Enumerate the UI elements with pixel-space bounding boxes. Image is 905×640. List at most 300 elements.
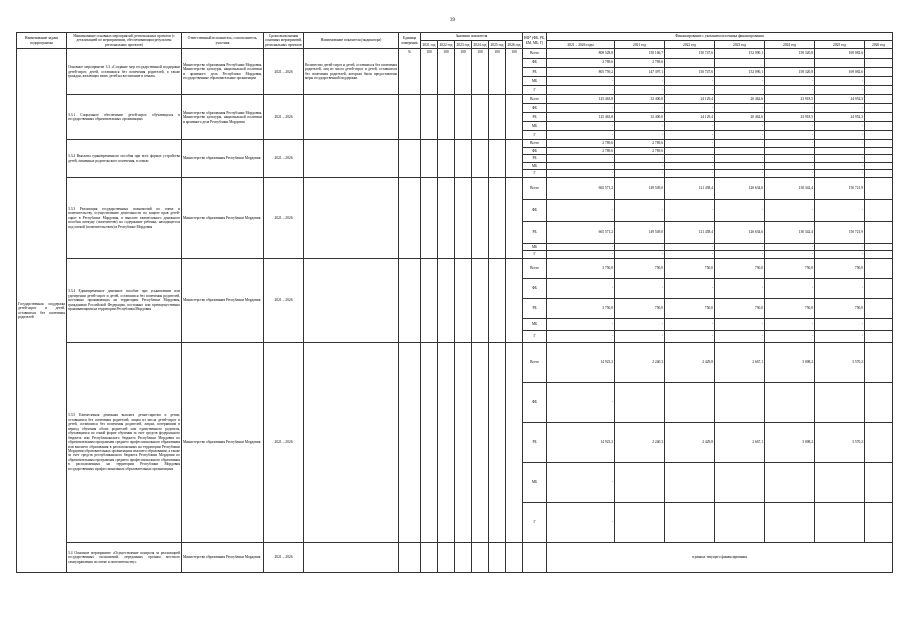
amount-cell: 126 634,6 <box>715 221 765 243</box>
empty-cell <box>865 155 893 162</box>
th-year: 2026 год <box>506 41 523 49</box>
amount-cell: 2 769,6 <box>615 140 665 147</box>
amount-cell: 121 458,4 <box>665 221 715 243</box>
amount-cell <box>665 382 715 422</box>
empty-cell <box>304 177 399 258</box>
empty-cell <box>421 258 438 342</box>
amount-cell: - <box>815 86 865 95</box>
term-cell: 2021 – 2026 <box>264 342 304 542</box>
amount-cell: 2 769,6 <box>547 58 615 67</box>
empty-cell <box>506 95 523 140</box>
amount-cell: - <box>765 86 815 95</box>
empty-cell <box>865 131 893 140</box>
empty-cell <box>865 422 893 462</box>
source-cell: Всего <box>523 95 547 104</box>
amount-cell: 2 429,8 <box>665 422 715 462</box>
empty-cell <box>455 542 472 572</box>
amount-cell: 3 570,2 <box>815 342 865 382</box>
amount-cell: 805 759,2 <box>547 67 615 76</box>
th-year: 2023 год <box>455 41 472 49</box>
th-unit: Единица измерения <box>399 33 421 49</box>
amount-cell: - <box>547 382 615 422</box>
empty-cell <box>472 342 489 542</box>
amount-cell <box>815 58 865 67</box>
th-term: Сроки выполнения основных мероприятий, региональных проектов <box>265 34 303 47</box>
empty-cell <box>438 342 455 542</box>
amount-cell: - <box>665 122 715 131</box>
empty-cell <box>865 258 893 278</box>
source-cell: Всего <box>523 177 547 199</box>
value-cell: 100 <box>438 49 455 95</box>
source-cell: Г <box>523 86 547 95</box>
amount-cell: 750,0 <box>665 298 715 318</box>
amount-cell <box>615 382 665 422</box>
amount-cell <box>715 502 765 542</box>
executor-cell: Министерство образования Республики Мордовия <box>182 542 264 572</box>
amount-cell: - <box>665 77 715 86</box>
amount-cell <box>765 382 815 422</box>
amount-cell: - <box>547 462 615 502</box>
source-cell: РБ <box>523 221 547 243</box>
amount-cell: - <box>665 318 715 330</box>
amount-cell: 665 571,2 <box>547 177 615 199</box>
amount-cell: - <box>615 243 665 250</box>
amount-cell: - <box>615 122 665 131</box>
amount-cell: - <box>765 278 815 298</box>
empty-cell <box>489 177 506 258</box>
amount-cell: - <box>815 131 865 140</box>
amount-cell: 24 952,3 <box>815 113 865 122</box>
empty-cell <box>865 147 893 154</box>
empty-cell <box>438 140 455 177</box>
amount-cell: 32 400,0 <box>615 113 665 122</box>
empty-cell <box>455 140 472 177</box>
executor-cell: Министерство образования Республики Мордовия <box>182 140 264 177</box>
amount-cell: - <box>715 199 765 221</box>
amount-cell: - <box>547 243 615 250</box>
empty-cell <box>865 49 893 58</box>
amount-cell: - <box>715 243 765 250</box>
amount-cell: - <box>815 330 865 342</box>
amount-cell: 150 721,9 <box>815 177 865 199</box>
source-cell: МБ <box>523 462 547 502</box>
executor-cell: Министерство образования Республики Мордовия <box>182 342 264 542</box>
th-fin-year: 2025 год <box>815 41 865 49</box>
amount-cell: - <box>615 330 665 342</box>
source-cell: Всего <box>523 49 547 58</box>
term-cell: 2021 – 2026 <box>264 542 304 572</box>
amount-cell: - <box>665 86 715 95</box>
empty-cell <box>304 542 399 572</box>
table-row <box>17 177 893 199</box>
amount-cell <box>665 58 715 67</box>
amount-cell: - <box>615 251 665 258</box>
amount-cell: 23 918,5 <box>765 95 815 104</box>
amount-cell: 3 008,2 <box>765 342 815 382</box>
source-cell: ФБ <box>523 58 547 67</box>
amount-cell: - <box>815 122 865 131</box>
amount-cell: 150 747,6 <box>665 67 715 76</box>
amount-cell: 3 750,0 <box>547 258 615 278</box>
empty-cell <box>421 95 438 140</box>
amount-cell: - <box>715 251 765 258</box>
empty-cell <box>865 243 893 250</box>
amount-cell <box>715 462 765 502</box>
amount-cell: - <box>715 318 765 330</box>
th-year: 2024 год <box>472 41 489 49</box>
amount-cell: 150 721,9 <box>815 221 865 243</box>
source-cell: Г <box>523 502 547 542</box>
amount-cell: - <box>765 77 815 86</box>
amount-cell: - <box>815 162 865 169</box>
source-cell: РБ <box>523 422 547 462</box>
table-row <box>17 95 893 104</box>
th-nsi: НФ* (ФБ, РБ, БМ, МБ, Г) <box>523 33 547 49</box>
amount-cell: 169 082,6 <box>815 67 865 76</box>
source-cell: РБ <box>523 155 547 162</box>
amount-cell: 808 528,8 <box>547 49 615 58</box>
term-cell: 2021 – 2026 <box>264 258 304 342</box>
empty-cell <box>421 542 438 572</box>
empty-cell <box>304 258 399 342</box>
source-cell: МБ <box>523 318 547 330</box>
amount-cell: - <box>715 330 765 342</box>
amount-cell: 23 918,5 <box>765 113 815 122</box>
amount-cell: - <box>815 251 865 258</box>
empty-cell <box>865 67 893 76</box>
amount-cell: - <box>547 155 615 162</box>
empty-cell <box>865 502 893 542</box>
empty-cell <box>865 140 893 147</box>
amount-cell <box>815 502 865 542</box>
amount-cell <box>615 462 665 502</box>
empty-cell <box>523 542 547 572</box>
empty-cell <box>489 542 506 572</box>
amount-cell: 149 549,0 <box>615 221 665 243</box>
empty-cell <box>865 162 893 169</box>
amount-cell: - <box>765 330 815 342</box>
empty-cell <box>865 58 893 67</box>
amount-cell: 125 463,8 <box>547 95 615 104</box>
th-fin-year: 2021 год <box>615 41 665 49</box>
amount-cell: - <box>765 140 815 147</box>
empty-cell <box>865 122 893 131</box>
measure-cell: 3.4 Основное мероприятие «Осуществление контроля за реализацией государственных полномочий, переданных органам местного самоуправления по опеке и попечительству» <box>67 542 182 572</box>
amount-cell: - <box>715 155 765 162</box>
th-fin-year: 2026 год <box>865 41 893 49</box>
amount-cell <box>715 147 765 154</box>
term-cell: 2021 – 2026 <box>264 140 304 177</box>
empty-cell <box>865 462 893 502</box>
amount-cell: 152 090,1 <box>715 67 765 76</box>
source-cell: Г <box>523 330 547 342</box>
amount-cell: 24 952,3 <box>815 95 865 104</box>
amount-cell: - <box>615 162 665 169</box>
amount-cell: 149 549,0 <box>615 177 665 199</box>
empty-cell <box>421 140 438 177</box>
empty-cell <box>865 221 893 243</box>
amount-cell: - <box>765 162 815 169</box>
measure-cell: Основное мероприятие 3.3 «Создание мер государственной поддержки детей-сирот, детей, оставшихся без попечения родителей, а также граждан, желающих взять детей на воспитание в семью» <box>67 49 182 95</box>
amount-cell: - <box>547 318 615 330</box>
measure-cell: 3.3.1 Социальное обеспечение детей-сирот, обучающихся в государственных образовательных организациях <box>67 95 182 140</box>
amount-cell: 2 769,6 <box>547 147 615 154</box>
th-fin-year: 2023 год <box>715 41 765 49</box>
amount-cell: 3 570,2 <box>815 422 865 462</box>
term-cell: 2021 – 2026 <box>264 95 304 140</box>
unit-cell: % <box>399 49 421 95</box>
amount-cell: 750,0 <box>765 258 815 278</box>
empty-cell <box>865 77 893 86</box>
amount-cell: - <box>715 131 765 140</box>
empty-cell <box>865 199 893 221</box>
table-row <box>17 258 893 278</box>
amount-cell: 152 090,1 <box>715 49 765 58</box>
amount-cell: 2 429,8 <box>665 342 715 382</box>
empty-cell <box>506 258 523 342</box>
empty-cell <box>399 342 421 542</box>
amount-cell: 2 240,3 <box>615 342 665 382</box>
amount-cell: - <box>547 199 615 221</box>
amount-cell: 130 342,4 <box>765 221 815 243</box>
amount-cell: - <box>665 104 715 113</box>
amount-cell: 158 320,8 <box>765 67 815 76</box>
amount-cell: 750,0 <box>715 298 765 318</box>
value-cell: 100 <box>506 49 523 95</box>
amount-cell <box>715 382 765 422</box>
amount-cell: - <box>665 155 715 162</box>
empty-cell <box>506 140 523 177</box>
amount-cell <box>765 462 815 502</box>
amount-cell: - <box>815 104 865 113</box>
amount-cell: 169 082,6 <box>815 49 865 58</box>
th-fin-year: 2024 год <box>765 41 815 49</box>
amount-cell: - <box>765 170 815 177</box>
th-fin-year: 2022 год <box>665 41 715 49</box>
source-cell: ФБ <box>523 147 547 154</box>
empty-cell <box>865 170 893 177</box>
amount-cell: 2 667,1 <box>715 342 765 382</box>
amount-cell: - <box>665 131 715 140</box>
measure-cell: 3.3.5 Ежемесячная денежная выплата детям-сиротам и детям, оставшимся без попечения родителей, лицам из числа детей-сирот и детей, оставшихся без попечения родителей, лицам, потерявшим в период обучения обоих родителей или единственного родителя, обучающимся по очной форме обучения за счет средств федерального бюджета или Республиканского бюджета Республики Мордовия по образовательным программам среднего профессионального образования или высшего образования в расположенных на территории Республики Мордовия образовательных организациях высшего образования, а также за счет средств республиканского бюджета Республики Мордовия по образовательным программам среднего профессионального образования в расположенных на территории Республики Мордовия государственных профессиональных образовательных организациях <box>67 342 182 542</box>
amount-cell: 14 923,3 <box>547 422 615 462</box>
amount-cell: - <box>815 170 865 177</box>
amount-cell: - <box>547 77 615 86</box>
table-row <box>17 342 893 382</box>
amount-cell: - <box>715 77 765 86</box>
empty-cell <box>438 258 455 342</box>
empty-cell <box>455 95 472 140</box>
value-cell: 100 <box>472 49 489 95</box>
amount-cell: - <box>547 170 615 177</box>
empty-cell <box>506 342 523 542</box>
source-cell: Г <box>523 251 547 258</box>
amount-cell: - <box>815 243 865 250</box>
amount-cell: - <box>715 122 765 131</box>
th-fin-year: 2021 – 2026 годы <box>547 41 615 49</box>
empty-cell <box>506 542 523 572</box>
amount-cell: 20 462,6 <box>715 113 765 122</box>
empty-cell <box>399 177 421 258</box>
empty-cell <box>455 342 472 542</box>
amount-cell: - <box>815 199 865 221</box>
amount-cell <box>665 462 715 502</box>
empty-cell <box>865 330 893 342</box>
value-cell: 100 <box>489 49 506 95</box>
amount-cell: 158 320,8 <box>765 49 815 58</box>
amount-cell <box>615 502 665 542</box>
amount-cell: 750,0 <box>765 298 815 318</box>
amount-cell <box>665 147 715 154</box>
empty-cell <box>506 177 523 258</box>
amount-cell: 14 923,3 <box>547 342 615 382</box>
amount-cell: - <box>547 104 615 113</box>
th-executor: Ответственный исполнитель, соисполнитель, участник <box>182 33 264 49</box>
table-body <box>17 49 893 572</box>
th-indicator: Наименование показателя (индикатора) <box>304 33 399 49</box>
empty-cell <box>399 140 421 177</box>
empty-cell <box>399 542 421 572</box>
amount-cell: - <box>815 318 865 330</box>
amount-cell: - <box>815 140 865 147</box>
amount-cell: 3 008,2 <box>765 422 815 462</box>
amount-cell <box>765 147 815 154</box>
amount-cell: - <box>547 330 615 342</box>
amount-cell: - <box>765 104 815 113</box>
amount-cell: - <box>615 131 665 140</box>
amount-cell: - <box>765 251 815 258</box>
source-cell: ФБ <box>523 382 547 422</box>
empty-cell <box>865 382 893 422</box>
amount-cell: - <box>547 502 615 542</box>
empty-cell <box>438 177 455 258</box>
amount-cell: 125 463,8 <box>547 113 615 122</box>
empty-cell <box>399 258 421 342</box>
empty-cell <box>472 140 489 177</box>
empty-cell <box>304 95 399 140</box>
source-cell: РБ <box>523 298 547 318</box>
amount-cell: 24 129,4 <box>665 113 715 122</box>
amount-cell: - <box>665 140 715 147</box>
amount-cell: 750,0 <box>615 298 665 318</box>
amount-cell: - <box>665 243 715 250</box>
amount-cell: 750,0 <box>715 258 765 278</box>
amount-cell: - <box>665 251 715 258</box>
empty-cell <box>472 95 489 140</box>
amount-cell: - <box>765 131 815 140</box>
empty-cell <box>472 258 489 342</box>
empty-cell <box>421 342 438 542</box>
executor-cell: Министерство образования Республики Мордовия <box>182 258 264 342</box>
amount-cell: - <box>765 318 815 330</box>
empty-cell <box>455 258 472 342</box>
amount-cell: - <box>815 77 865 86</box>
th-values: Значения показателя <box>421 33 523 41</box>
empty-cell <box>865 318 893 330</box>
amount-cell: - <box>715 104 765 113</box>
amount-cell <box>815 382 865 422</box>
amount-cell: - <box>547 162 615 169</box>
source-cell: МБ <box>523 77 547 86</box>
empty-cell <box>438 542 455 572</box>
executor-cell: Министерство образования Республики Мордовия <box>182 177 264 258</box>
amount-cell: - <box>547 86 615 95</box>
empty-cell <box>421 177 438 258</box>
term-cell: 2021 – 2026 <box>264 49 304 95</box>
source-cell: ФБ <box>523 199 547 221</box>
amount-cell: - <box>547 131 615 140</box>
amount-cell: 150 747,6 <box>665 49 715 58</box>
amount-cell: 750,0 <box>815 298 865 318</box>
empty-cell <box>304 140 399 177</box>
th-year: 2022 год <box>438 41 455 49</box>
source-cell: МБ <box>523 243 547 250</box>
table-row <box>17 140 893 147</box>
amount-cell: - <box>715 86 765 95</box>
empty-cell <box>489 140 506 177</box>
amount-cell: - <box>615 104 665 113</box>
th-measure: Наименование основных мероприятий, региональных проектов (с детализацией по мероприятиям, обеспечивающим результаты региональных проектов) <box>67 33 182 49</box>
source-cell: Г <box>523 131 547 140</box>
amount-cell: - <box>665 170 715 177</box>
amount-cell: - <box>815 278 865 298</box>
executor-cell: Министерство образования Республики Мордовия, Министерство культуры, национальной политики и архивного дела Республики Мордовия <box>182 95 264 140</box>
source-cell: Всего <box>523 140 547 147</box>
empty-cell <box>438 95 455 140</box>
amount-cell: - <box>715 162 765 169</box>
source-cell: ФБ <box>523 278 547 298</box>
amount-cell: - <box>615 77 665 86</box>
source-cell: Всего <box>523 342 547 382</box>
amount-cell: - <box>715 170 765 177</box>
amount-cell: 121 458,4 <box>665 177 715 199</box>
program-table <box>16 32 893 573</box>
amount-cell: 665 571,2 <box>547 221 615 243</box>
empty-cell <box>472 542 489 572</box>
amount-cell: - <box>815 155 865 162</box>
amount-cell: 126 634,6 <box>715 177 765 199</box>
amount-cell: - <box>547 251 615 258</box>
empty-cell <box>865 177 893 199</box>
amount-cell <box>815 147 865 154</box>
empty-cell <box>865 278 893 298</box>
empty-cell <box>304 342 399 542</box>
amount-cell: 750,0 <box>815 258 865 278</box>
amount-cell: 147 397,1 <box>615 67 665 76</box>
amount-cell: - <box>715 278 765 298</box>
source-cell: Всего <box>523 258 547 278</box>
amount-cell: 130 342,4 <box>765 177 815 199</box>
empty-cell <box>489 95 506 140</box>
amount-cell: - <box>547 122 615 131</box>
source-cell: ФБ <box>523 104 547 113</box>
amount-cell: 2 769,6 <box>615 58 665 67</box>
empty-cell <box>472 177 489 258</box>
amount-cell: - <box>765 243 815 250</box>
empty-cell <box>455 177 472 258</box>
amount-cell <box>665 502 715 542</box>
executor-cell: Министерство образования Республики Мордовия, Министерство культуры, национальной политики и архивного дела Республики Мордовия, государственные образовательные организации <box>182 49 264 95</box>
amount-cell <box>815 462 865 502</box>
source-cell: РБ <box>523 113 547 122</box>
amount-cell: - <box>615 278 665 298</box>
th-year: 2021 год <box>421 41 438 49</box>
amount-cell: - <box>615 86 665 95</box>
value-cell: 100 <box>455 49 472 95</box>
amount-cell: - <box>547 278 615 298</box>
amount-cell: - <box>615 199 665 221</box>
amount-cell: 32 400,0 <box>615 95 665 104</box>
